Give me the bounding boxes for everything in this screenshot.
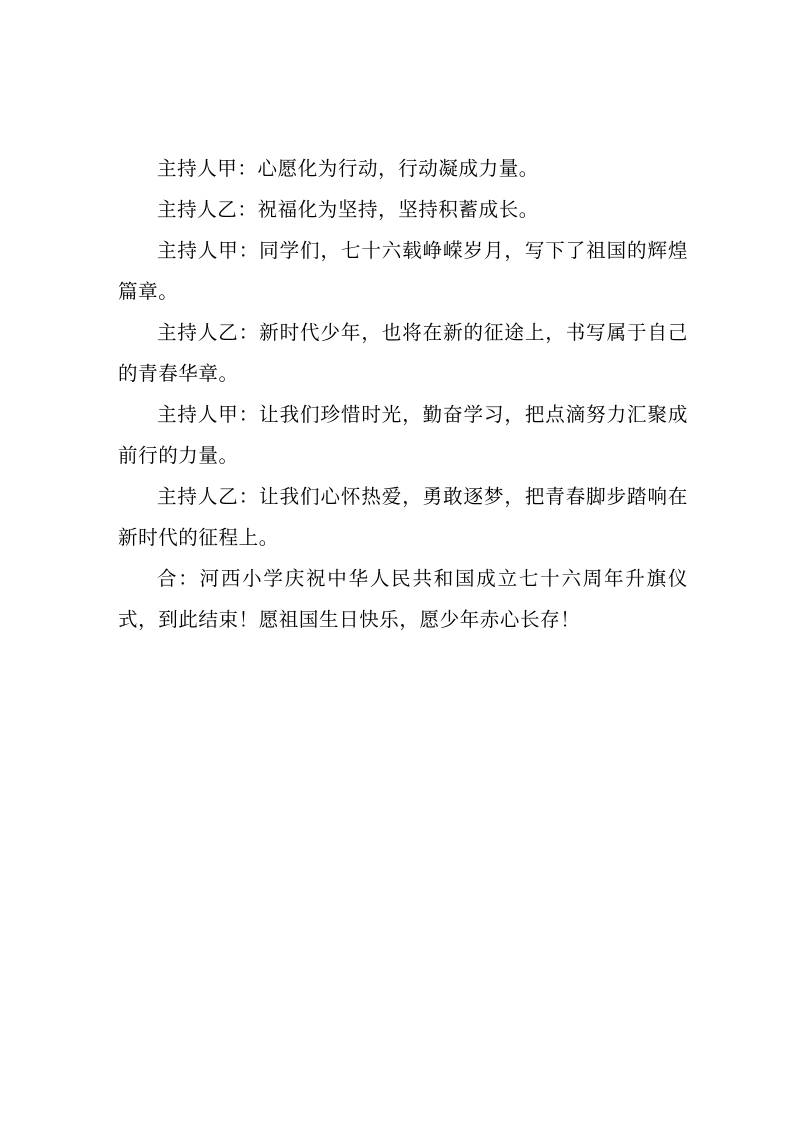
paragraph: 主持人乙：让我们心怀热爱，勇敢逐梦，把青春脚步踏响在新时代的征程上。: [118, 485, 688, 549]
document-body: [118, 148, 688, 640]
paragraph: 主持人甲：同学们，七十六载峥嵘岁月，写下了祖国的辉煌篇章。: [118, 239, 688, 303]
paragraph: 合：河西小学庆祝中华人民共和国成立七十六周年升旗仪式，到此结束！愿祖国生日快乐，愿少年赤心长存！: [118, 567, 688, 631]
paragraph: 主持人乙：祝福化为坚持，坚持积蓄成长。: [157, 198, 539, 221]
paragraph: 主持人甲：让我们珍惜时光，勤奋学习，把点滴努力汇聚成前行的力量。: [118, 403, 688, 467]
paragraph: 主持人甲：心愿化为行动，行动凝成力量。: [157, 157, 539, 180]
paragraph: 主持人乙：新时代少年，也将在新的征途上，书写属于自己的青春华章。: [118, 321, 688, 385]
